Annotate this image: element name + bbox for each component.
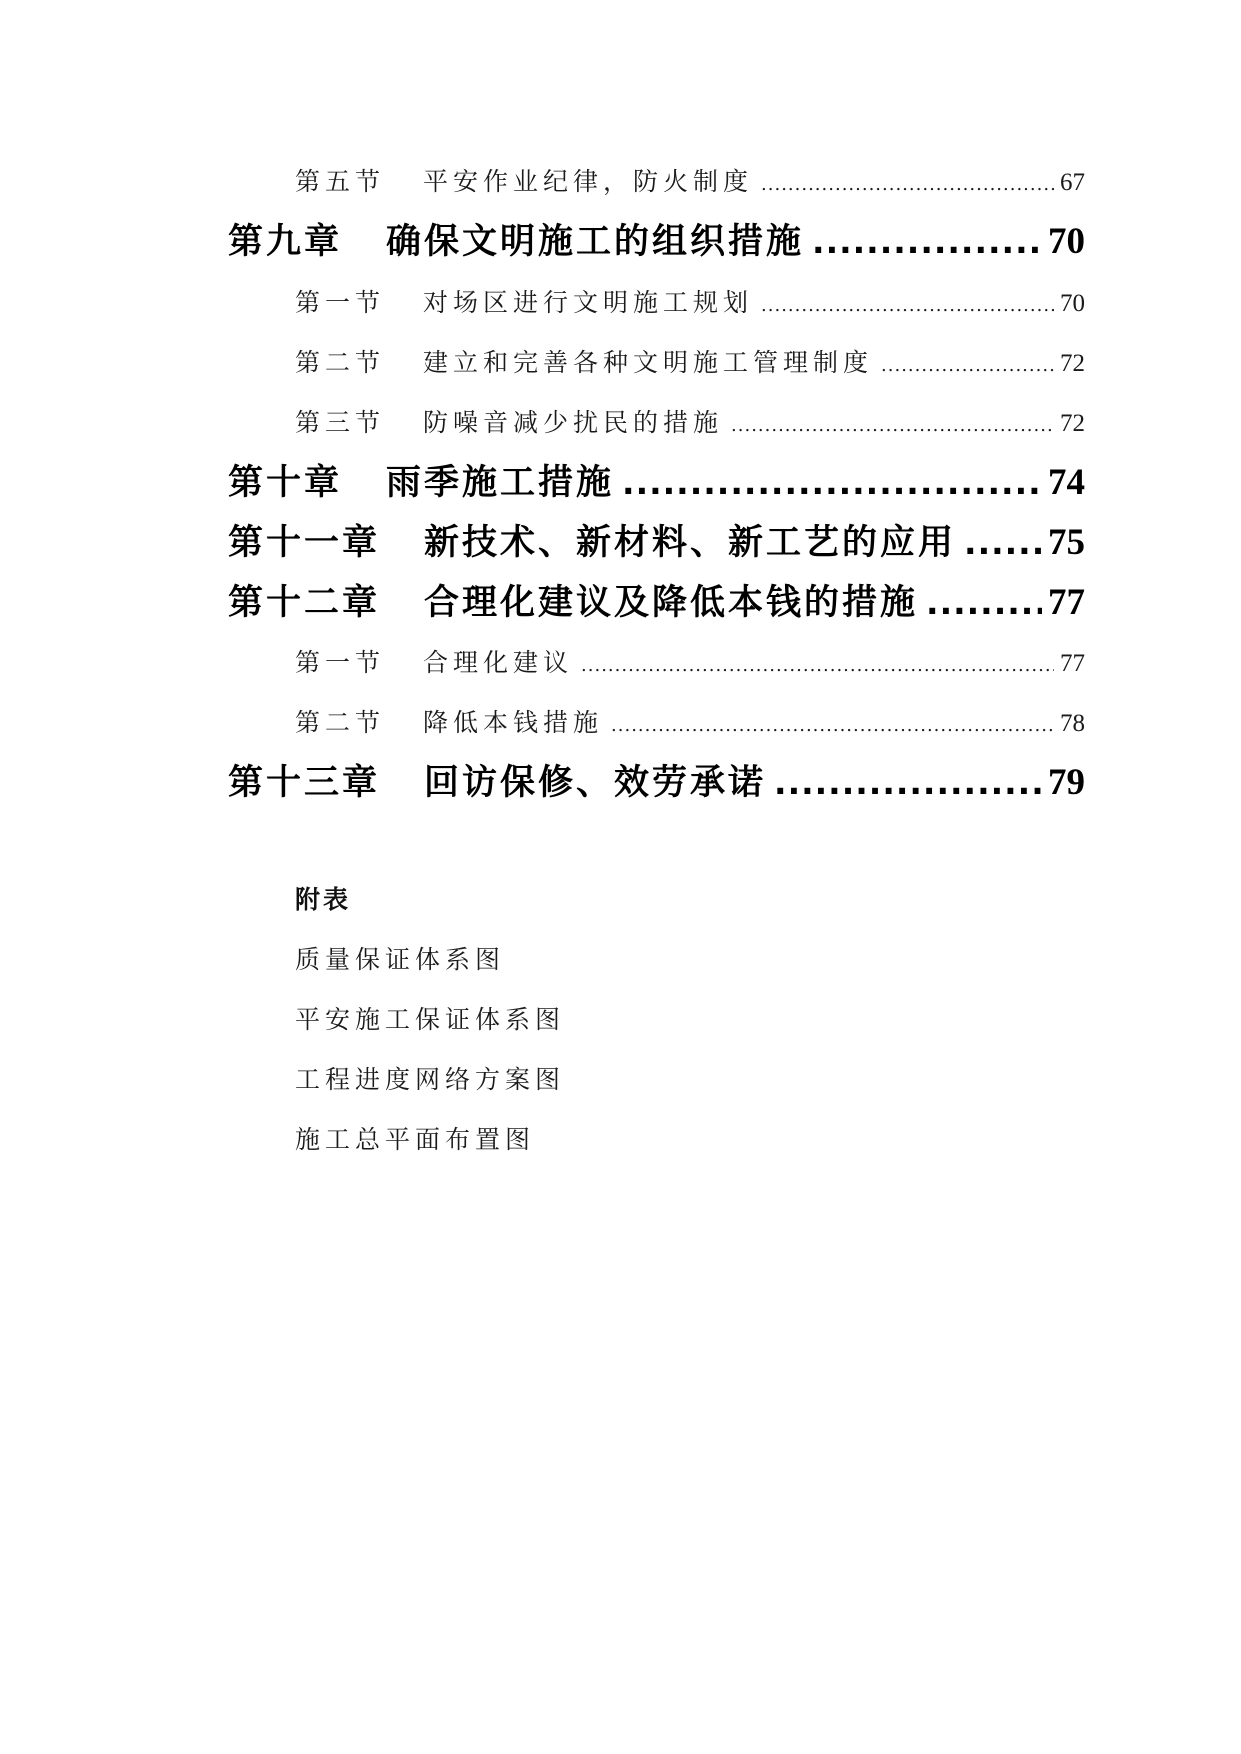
section-title: 防噪音减少扰民的措施	[423, 408, 724, 437]
toc-section-entry[interactable]	[295, 403, 1085, 443]
page-number: 79	[1048, 762, 1085, 803]
toc-chapter-entry[interactable]	[228, 455, 1085, 505]
page-number: 72	[1060, 410, 1085, 437]
appendix-title: 附表	[295, 885, 352, 914]
leader-dots	[926, 583, 1042, 622]
section-number: 第三节	[295, 408, 386, 437]
toc-chapter-entry[interactable]	[228, 575, 1085, 625]
section-title: 合理化建议	[423, 648, 574, 677]
chapter-title: 回访保修、效劳承诺	[424, 763, 767, 803]
chapter-number: 第十章	[228, 463, 343, 503]
leader-dots	[731, 415, 1054, 436]
leader-dots	[774, 763, 1042, 802]
chapter-number: 第十三章	[228, 763, 381, 803]
page-number: 70	[1060, 290, 1085, 317]
chapter-title: 合理化建议及降低本钱的措施	[424, 583, 919, 623]
chapter-title: 雨季施工措施	[386, 463, 615, 503]
appendix-item: 平安施工保证体系图	[295, 1005, 566, 1034]
page-number: 77	[1060, 650, 1085, 677]
page-number: 72	[1060, 350, 1085, 377]
chapter-number: 第九章	[228, 222, 343, 262]
section-title: 建立和完善各种文明施工管理制度	[423, 348, 874, 377]
leader-dots	[761, 295, 1054, 316]
toc-chapter-entry[interactable]	[228, 214, 1085, 264]
toc-chapter-entry[interactable]	[228, 755, 1085, 805]
leader-dots	[761, 174, 1054, 195]
section-title: 平安作业纪律，防火制度	[423, 167, 754, 196]
section-title: 降低本钱措施	[423, 708, 604, 737]
leader-dots	[611, 715, 1054, 736]
page-number: 74	[1048, 462, 1085, 503]
section-number: 第二节	[295, 348, 386, 377]
section-number: 第一节	[295, 288, 386, 317]
page-number: 78	[1060, 710, 1085, 737]
leader-dots	[581, 655, 1054, 676]
appendix-item: 质量保证体系图	[295, 945, 506, 974]
appendix-item: 施工总平面布置图	[295, 1125, 536, 1154]
chapter-title: 新技术、新材料、新工艺的应用	[424, 523, 957, 563]
section-number: 第五节	[295, 167, 386, 196]
chapter-number: 第十一章	[228, 523, 381, 563]
appendix-item: 工程进度网络方案图	[295, 1065, 566, 1094]
toc-section-entry[interactable]	[295, 343, 1085, 383]
chapter-number: 第十二章	[228, 583, 381, 623]
section-number: 第一节	[295, 648, 386, 677]
leader-dots	[622, 463, 1042, 502]
section-title: 对场区进行文明施工规划	[423, 288, 754, 317]
leader-dots	[812, 222, 1042, 261]
section-number: 第二节	[295, 708, 386, 737]
page-number: 77	[1048, 582, 1085, 623]
page-number: 75	[1048, 522, 1085, 563]
leader-dots	[964, 523, 1042, 562]
toc-section-entry[interactable]	[295, 703, 1085, 743]
leader-dots	[881, 355, 1054, 376]
toc-section-entry[interactable]	[295, 283, 1085, 323]
page-number: 67	[1060, 169, 1085, 196]
page-number: 70	[1048, 221, 1085, 262]
chapter-title: 确保文明施工的组织措施	[386, 222, 805, 262]
toc-chapter-entry[interactable]	[228, 515, 1085, 565]
toc-section-entry[interactable]	[295, 643, 1085, 683]
toc-section-entry[interactable]	[295, 162, 1085, 202]
